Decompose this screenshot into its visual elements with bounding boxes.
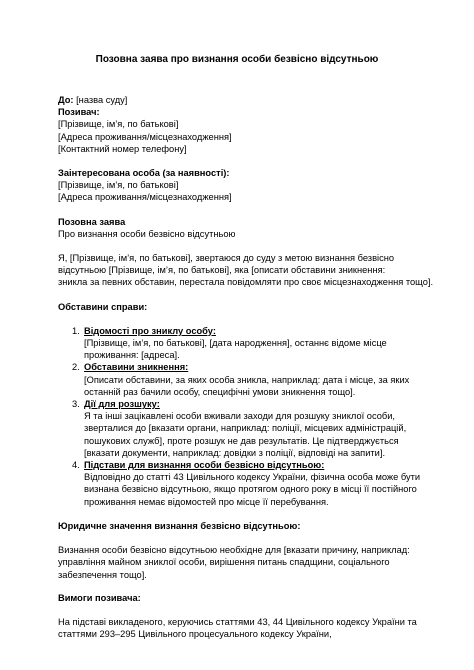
item-line: останній раз бачили особу, специфічні умови зникнення тощо]. xyxy=(84,386,356,397)
item-number: 2. xyxy=(72,362,80,373)
item-number: 4. xyxy=(72,460,80,471)
document-body xyxy=(58,94,434,640)
item-line: [Прізвище, ім’я, по батькові], [дата народження], останнє відоме місце xyxy=(84,338,387,349)
addressee-line xyxy=(58,94,428,106)
item-line: [вказати документи, наприклад: довідки з поліції, відповіді на запити]. xyxy=(84,447,386,458)
legal-line: забезпечення тощо]. xyxy=(58,569,147,580)
item-line: [Описати обставини, за яких особа зникла, наприклад: дата і місце, за яких xyxy=(84,374,410,385)
list-item xyxy=(58,325,428,362)
demands-line: статтями 293–295 Цивільного процесуального кодексу України, xyxy=(58,629,332,640)
item-number: 3. xyxy=(72,399,80,410)
plaintiff-address: [Адреса проживання/місцезнаходження] xyxy=(58,131,232,142)
item-line: проживання немає відомостей про місце її перебування. xyxy=(84,496,329,507)
legal-heading: Юридичне значення визнання безвісно відсутньою: xyxy=(58,520,301,531)
item-line: зверталися до [вказати органи, наприклад: поліції, місцевих адміністрацій, xyxy=(84,423,407,434)
plaintiff-heading: Позивач: xyxy=(58,107,100,118)
list-item xyxy=(58,361,428,398)
item-number: 1. xyxy=(72,325,80,336)
list-item xyxy=(58,398,428,459)
claim-subtitle: Про визнання особи безвісно відсутньою xyxy=(58,228,236,239)
intro-line: відсутньою [Прізвище, ім’я, по батькові], яка [описати обставини зникнення: xyxy=(58,265,386,276)
interested-heading: Заінтересована особа (за наявності): xyxy=(58,168,230,179)
item-line: Я та інші зацікавлені особи вживали заходи для розшуку зниклої особи, xyxy=(84,411,395,422)
item-line: визнана безвісно відсутньою, якщо протягом одного року в місці її постійного xyxy=(84,484,417,495)
interested-address: [Адреса проживання/місцезнаходження] xyxy=(58,192,232,203)
interested-name: [Прізвище, ім’я, по батькові] xyxy=(58,180,179,191)
item-title: Відомості про зниклу особу: xyxy=(84,325,216,336)
item-line: проживання: [адреса]. xyxy=(84,350,180,361)
item-line: Відповідно до статті 43 Цивільного кодексу України, фізична особа може бути xyxy=(84,472,421,483)
legal-line: Визнання особи безвісно відсутньою необхідне для [вказати причину, наприклад: xyxy=(58,545,410,556)
facts-list xyxy=(58,325,428,508)
document-title: Позовна заява про визнання особи безвісно відсутньою xyxy=(95,54,379,65)
demands-line: На підставі викладеного, керуючись статтями 43, 44 Цивільного кодексу України та xyxy=(58,616,417,627)
facts-heading: Обставини справи: xyxy=(58,301,148,312)
item-title: Дії для розшуку: xyxy=(84,399,160,410)
claim-heading: Позовна заява xyxy=(58,216,126,227)
legal-line: управління майном зниклої особи, вирішення питань спадщини, соціального xyxy=(58,557,390,568)
demands-heading: Вимоги позивача: xyxy=(58,592,141,603)
item-title: Обставини зникнення: xyxy=(84,362,189,373)
item-line: пошукових служб], проте розшук не дав результатів. Це підтверджується xyxy=(84,435,399,446)
list-item xyxy=(58,459,428,508)
plaintiff-phone: [Контактний номер телефону] xyxy=(58,143,187,154)
item-title: Підстави для визнання особи безвісно відсутньою: xyxy=(84,460,325,471)
addressee-label: До: xyxy=(58,95,74,105)
plaintiff-name: [Прізвище, ім’я, по батькові] xyxy=(58,119,179,130)
intro-line: Я, [Прізвище, ім’я, по батькові], звертаюся до суду з метою визнання безвісно xyxy=(58,253,395,264)
intro-line: зникла за певних обставин, перестала повідомляти про своє місцезнаходження тощо]. xyxy=(58,277,434,288)
addressee-value: [назва суду] xyxy=(73,95,128,105)
